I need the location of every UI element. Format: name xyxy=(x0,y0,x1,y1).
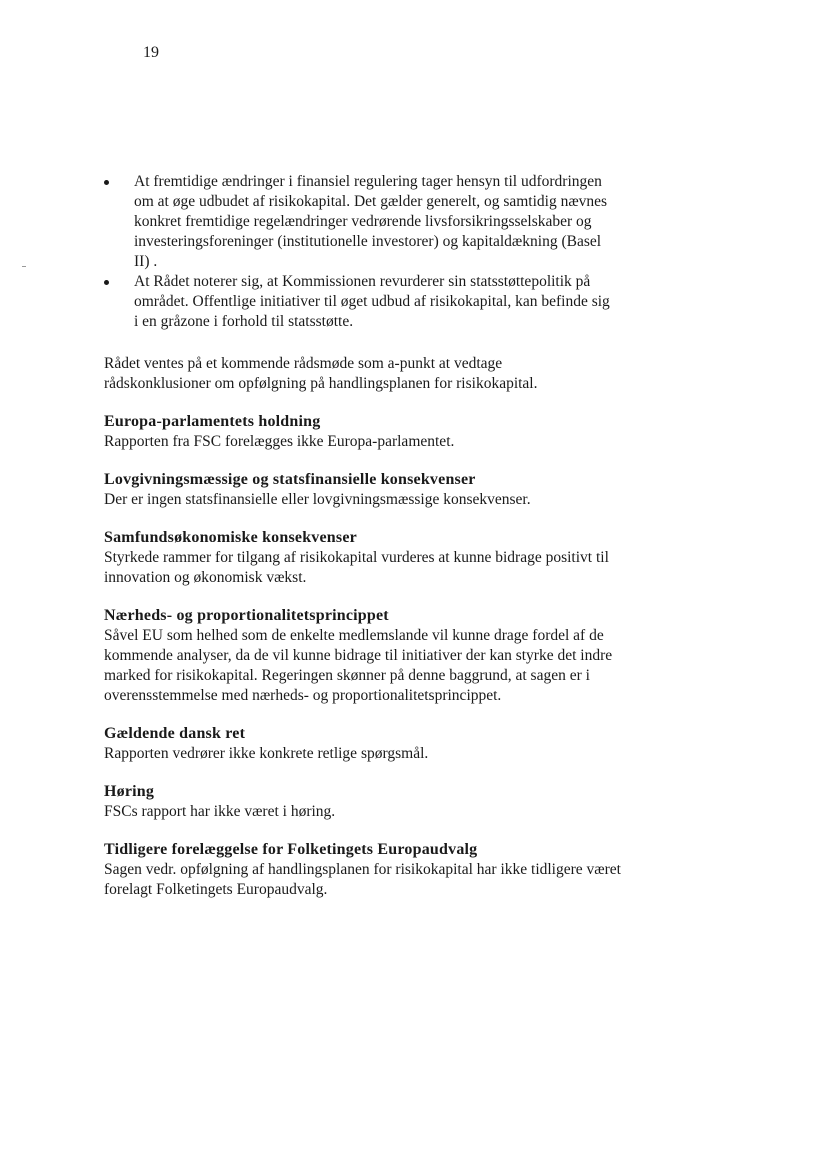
section-body: Sagen vedr. opfølgning af handlingsplanen for risikokapital har ikke tidligere været forelagt Folketingets Europaudvalg. xyxy=(104,861,621,898)
document-body xyxy=(104,172,644,900)
bullet-item xyxy=(104,172,614,272)
section-samfundsokonomiske xyxy=(104,528,644,588)
section-europa-parlamentet xyxy=(104,412,644,452)
bullet-item xyxy=(104,272,614,332)
section-heading: Gældende dansk ret xyxy=(104,725,246,742)
section-heading: Lovgivningsmæssige og statsfinansielle konsekvenser xyxy=(104,471,476,488)
scan-speck xyxy=(22,266,26,267)
section-naerhedsprincippet xyxy=(104,606,644,706)
section-heading: Samfundsøkonomiske konsekvenser xyxy=(104,529,357,546)
section-heading: Europa-parlamentets holdning xyxy=(104,413,321,430)
section-body: Rapporten vedrører ikke konkrete retlige spørgsmål. xyxy=(104,745,429,762)
bullet-icon xyxy=(104,280,109,285)
bullet-text: At fremtidige ændringer i finansiel regulering tager hensyn til udfordringen om at øge udbudet af risikokapital. Det gælder generelt, og samtidig nævnes konkret fremtidige regelændringer vedrørende livsforsikringsselskaber og investeringsforeninger (institutionelle investorer) og kapitaldækning (Basel II) . xyxy=(134,173,608,270)
section-body: Såvel EU som helhed som de enkelte medlemslande vil kunne drage fordel af de kommende analyser, da de vil kunne bidrage til initiativer der kan styrke det indre marked for risikokapital. Regeringen skønner på denne baggrund, at sagen er i overensstemmelse med nærheds- og proportionalitetsprincippet. xyxy=(104,627,613,704)
bullet-text: At Rådet noterer sig, at Kommissionen revurderer sin statsstøttepolitik på området. Offentlige initiativer til øget udbud af risikokapital, kan befinde sig i en gråzone i forhold til statsstøtte. xyxy=(134,273,610,330)
section-body: Der er ingen statsfinansielle eller lovgivningsmæssige konsekvenser. xyxy=(104,491,531,508)
section-heading: Høring xyxy=(104,783,155,800)
section-heading: Nærheds- og proportionalitetsprincippet xyxy=(104,607,389,624)
bullet-icon xyxy=(104,180,109,185)
section-tidligere-forelaeggelse xyxy=(104,840,644,900)
section-gaeldende-ret xyxy=(104,724,644,764)
section-body: FSCs rapport har ikke været i høring. xyxy=(104,803,336,820)
section-body: Styrkede rammer for tilgang af risikokapital vurderes at kunne bidrage positivt til innovation og økonomisk vækst. xyxy=(104,549,609,586)
section-body: Rapporten fra FSC forelægges ikke Europa-parlamentet. xyxy=(104,433,455,450)
section-heading: Tidligere forelæggelse for Folketingets Europaudvalg xyxy=(104,841,478,858)
intro-paragraph: Rådet ventes på et kommende rådsmøde som a-punkt at vedtage rådskonklusioner om opfølgning på handlingsplanen for risikokapital. xyxy=(104,355,538,392)
section-horing xyxy=(104,782,644,822)
bullet-list xyxy=(104,172,644,332)
section-konsekvenser xyxy=(104,470,644,510)
page-number: 19 xyxy=(143,44,159,61)
